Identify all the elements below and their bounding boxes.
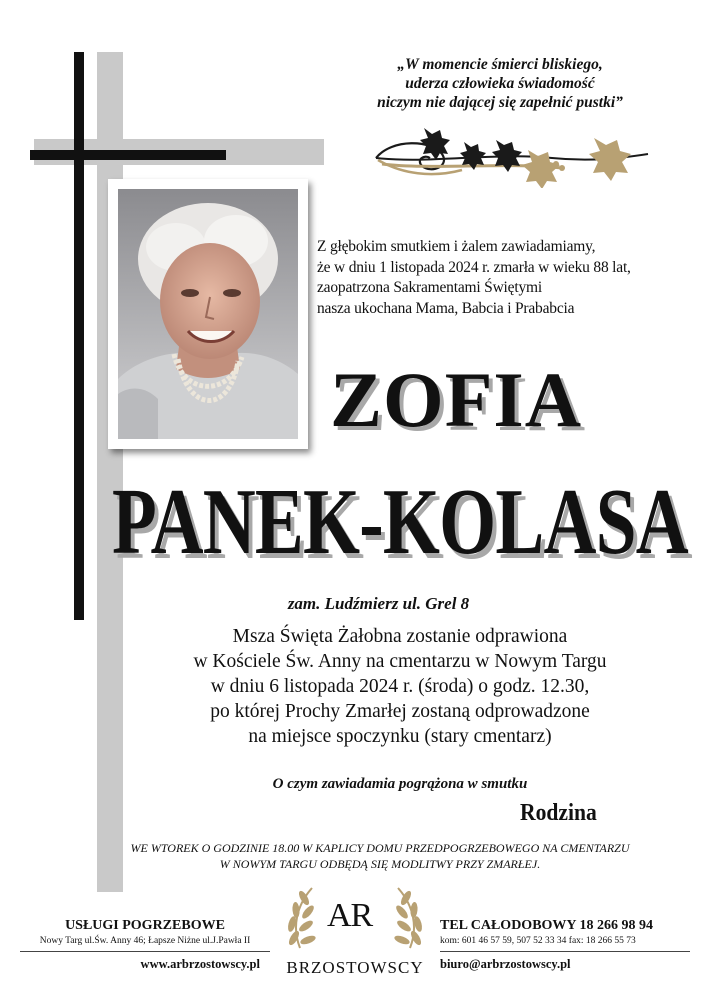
logo-mark: AR <box>327 897 373 934</box>
deceased-last-name: PANEK-KOLASA <box>112 470 688 574</box>
deceased-address: zam. Ludźmierz ul. Grel 8 <box>287 594 470 613</box>
grape-vine-ornament-icon <box>372 124 654 188</box>
prayer-line: W NOWYM TARGU ODBĘDĄ SIĘ MODLITWY PRZY ZMARŁEJ. <box>219 857 541 871</box>
mass-line: Msza Święta Żałobna zostanie odprawiona <box>232 626 568 647</box>
portrait-frame <box>108 179 308 449</box>
company-services-title: USŁUGI POGRZEBOWE <box>65 918 225 933</box>
intro-line: zaopatrzona Sakramentami Świętymi <box>317 279 542 296</box>
mass-line: po której Prochy Zmarłej zostaną odprowadzone <box>210 701 590 722</box>
company-address: Nowy Targ ul.Św. Anny 46; Łapsze Niżne ul.J.Pawła II <box>39 936 251 946</box>
intro-line: nasza ukochana Mama, Babcia i Prababcia <box>317 299 575 317</box>
portrait-photo <box>118 189 298 439</box>
footer-company-info <box>20 918 270 972</box>
deceased-first-name: ZOFIA <box>330 356 583 443</box>
funeral-mass-info <box>140 624 660 749</box>
footer-contact-info <box>440 918 690 972</box>
intro-line: Z głębokim smutkiem i żalem zawiadamiamy, <box>317 238 596 255</box>
mass-line: w dniu 6 listopada 2024 r. (środa) o godz. 12.30, <box>210 676 590 697</box>
prayer-announcement <box>90 840 670 872</box>
quote-line: niczym nie dającej się zapełnić pustki” <box>377 94 623 111</box>
website-link[interactable]: www.arbrzostowscy.pl <box>140 957 260 971</box>
family-label: Rodzina <box>520 800 597 826</box>
company-logo <box>272 878 438 998</box>
footer-divider <box>20 951 270 952</box>
quote-line: „W momencie śmierci bliskiego, <box>397 56 603 73</box>
quote-line: uderza człowieka świadomość <box>405 75 595 92</box>
cross-vertical-beam <box>74 52 84 620</box>
footer-divider <box>440 951 690 952</box>
mass-line: w Kościele Św. Anny na cmentarzu w Nowym Targu <box>193 651 607 672</box>
family-signature <box>520 800 605 827</box>
announcement-intro <box>317 237 657 319</box>
phone-numbers: kom: 601 46 57 59, 507 52 33 34 fax: 18 266 55 73 <box>440 936 636 946</box>
memorial-quote <box>330 55 670 112</box>
prayer-line: WE WTOREK O GODZINIE 18.00 W KAPLICY DOMU PRZEDPOGRZEBOWEGO NA CMENTARZU <box>130 841 630 855</box>
intro-line: że w dniu 1 listopada 2024 r. zmarła w wieku 88 lat, <box>317 258 631 276</box>
phone-title: TEL CAŁODOBOWY 18 266 98 94 <box>440 918 654 933</box>
mass-line: na miejsce spoczynku (stary cmentarz) <box>248 726 552 747</box>
logo-name: BRZOSTOWSCY <box>286 958 424 977</box>
email-link[interactable]: biuro@arbrzostowscy.pl <box>440 957 571 971</box>
mourners-notice: O czym zawiadamia pogrążona w smutku <box>272 776 528 792</box>
cross-horizontal-beam <box>30 150 226 160</box>
